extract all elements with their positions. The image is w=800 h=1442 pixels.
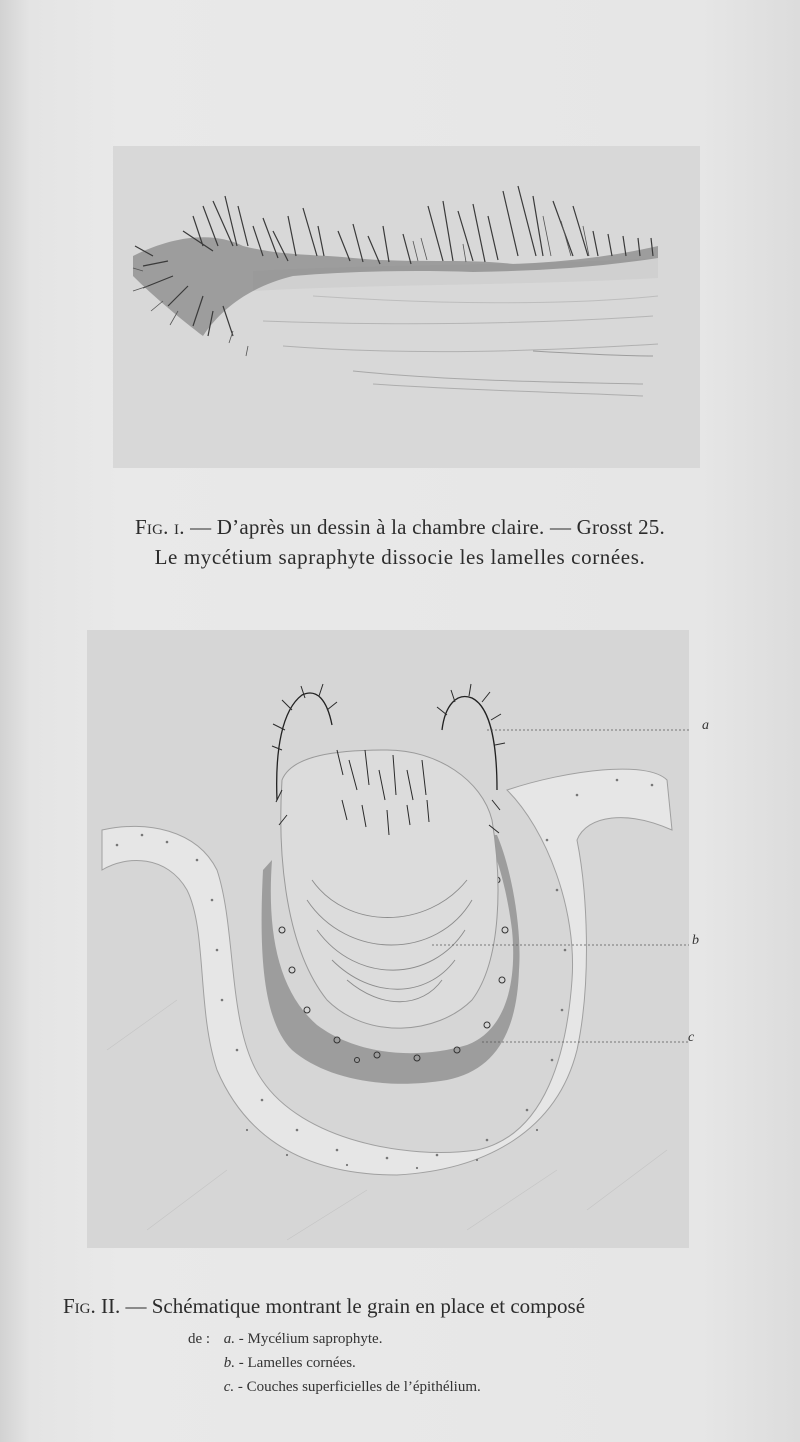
legend-key: a. — [223, 1331, 235, 1347]
legend-text: - Mycélium saprophyte. — [235, 1331, 383, 1347]
legend-key: c. — [223, 1379, 235, 1395]
legend-intro: de : — [188, 1331, 211, 1347]
legend-text: - Lamelles cornées. — [235, 1355, 356, 1371]
figure-2-illustration — [87, 630, 689, 1248]
figure-2-caption-line1: — Schématique montrant le grain en place et composé — [120, 1294, 586, 1318]
legend-item-c — [188, 1375, 688, 1399]
figure-2-label-c: c — [688, 1030, 695, 1045]
figure-1-drawing — [113, 146, 700, 468]
figure-2-label-a: a — [702, 718, 709, 733]
figure-2-drawing — [87, 630, 689, 1248]
figure-2-caption-prefix: Fig. II. — [63, 1294, 121, 1318]
legend-key: b. — [223, 1355, 235, 1371]
figure-2-label-b: b — [692, 933, 699, 948]
figure-2-legend — [188, 1327, 688, 1399]
legend-text: - Couches superficielles de l’épithélium. — [234, 1379, 481, 1395]
figure-2-caption — [63, 1292, 763, 1320]
figure-1-caption-line2: Le mycétium sapraphyte dissocie les lamelles cornées. — [154, 545, 646, 569]
legend-item-b — [188, 1351, 688, 1375]
figure-1-illustration — [113, 146, 700, 468]
legend-item-a — [188, 1327, 688, 1351]
figure-1-caption-prefix: Fig. i. — [135, 515, 185, 539]
figure-1-caption — [60, 512, 740, 572]
figure-1-caption-line1: — D’après un dessin à la chambre claire. — Grosst 25. — [184, 515, 665, 539]
